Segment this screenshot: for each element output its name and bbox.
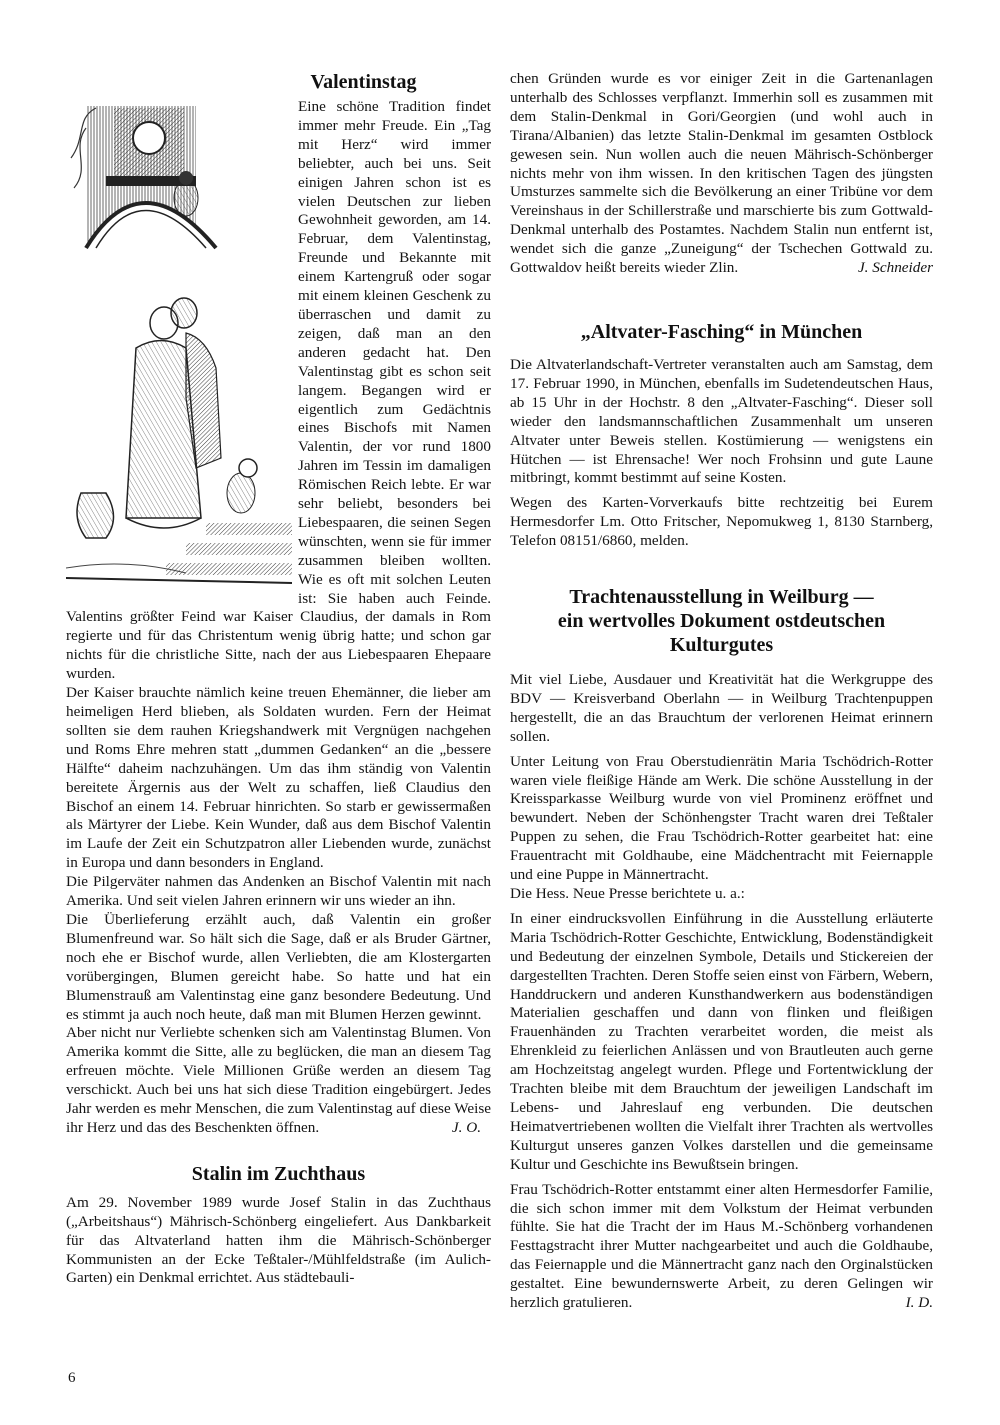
stalin-paragraph-1-left: Am 29. November 1989 wurde Josef Stalin in das Zuchthaus („Arbeitshaus“) Mährisch-Schönberg eingeliefert. Aus Dankbarkeit für das Altvaterland hatten ihm die Mährisch-Schönberger Kommunisten an der Ecke Teßtaler-/Mühlfeldstraße (im Aulich-Garten) ein Denkmal errichtet. Aus städtebauli- xyxy=(66,1193,491,1287)
valentinstag-paragraph-5-text: Aber nicht nur Verliebte schenken sich am Valentinstag Blumen. Von Amerika kommt die Sitte, alle zu beglücken, die man an diesem Tag erfreuen möchte. Viele Millionen Grüße werden an diesem Tag verschickt. Auch bei uns hat sich diese Tradition eingebürgert. Jedes Jahr werden es mehr Menschen, die zum Valentinstag auf diese Weise ihr Herz und das des Beschenkten öffnen. xyxy=(66,1024,491,1136)
fasching-paragraph-1: Die Altvaterlandschaft-Vertreter veranstalten auch am Samstag, dem 17. Februar 1990, in München, ebenfalls im Sudetendeutschen Haus, ab 15 Uhr in der Hochstr. 8 den „Altvater-Fasching“. Dieser soll wieder den landsmannschaftlichen Zusammenhalt um unseren Altvater unter Beweis stellen. Kostümierung — wenigstens ein Hütchen — ist Ehrensache! Wer noch Frohsinn und gute Laune mitbringt, kommt bestimmt auf seine Kosten. xyxy=(510,355,933,487)
trachten-paragraph-3: Die Hess. Neue Presse berichtete u. a.: xyxy=(510,885,745,902)
trachten-paragraph-5-text: Frau Tschödrich-Rotter entstammt einer alten Hermesdorfer Familie, die sich schon immer mit dem Volkstum der Heimat verbunden fühlte. Sie hat die Tracht der im Haus M.-Schönberg vorhandenen Festtagstracht ihrer Mutter nachgearbeitet und auch die Goldhaube, das Feiernapple und die Männertracht ganz nach den Orginalstücken gestaltet. Eine bewundernswerte Arbeit, zu deren Gelingen wir herzlich gratulieren. xyxy=(510,1180,933,1312)
article-valentinstag xyxy=(66,70,491,1138)
valentinstag-signature: J. O. xyxy=(451,1118,481,1136)
article-title xyxy=(510,585,933,657)
trachten-paragraph-4: In einer eindrucksvollen Einführung in die Ausstellung erläuterte Maria Tschödrich-Rotter Geschichte, Entwicklung, Bodenständigkeit und Bedeutung der einzelnen Symbole, Details und Stickereien der dargestellten Trachten. Deren Stoffe seien einst von Färbern, Webern, Handdruckern und anderen Kunsthandwerkern aus bodenständigen Materialien geschaffen und dann von flinken und fleißigen Frauenhänden zu Trachten verarbeitet worden, die meist als Ehrenkleid zu feierlichen Anlässen und von Brautleuten auch gerne am Hochzeitstag angelegt wurden. Pflege und Fortentwicklung der Trachten bleibe mit dem Brauchtum der jeweiligen Landschaft im Lebens- und Jahreslauf eng verbunden. Die deutschen Heimatvertriebenen wollten die Vielfalt ihrer Trachten als wertvolles Kulturgut unseres ganzen Volkes darstellen und die gemeinsame Kultur und Geschichte ins Bewußtsein bringen. xyxy=(510,909,933,1173)
left-column xyxy=(66,70,491,1288)
trachten-paragraph-5 xyxy=(510,1181,933,1313)
stalin-signature: J. Schneider xyxy=(857,259,933,277)
article-stalin xyxy=(66,1162,491,1289)
article-title: Valentinstag xyxy=(310,71,417,93)
stalin-paragraph-1-right xyxy=(510,70,933,278)
trachten-paragraph-2: Unter Leitung von Frau Oberstudienrätin Maria Tschödrich-Rotter waren viele fleißige Hände am Werk. Die schöne Ausstellung in der Kreissparkasse Weilburg wurde von viel Prominenz eröffnet und bewundert. Neben der Schönhengster Tracht waren drei Teßtaler Puppen zu sehen, die Frau Tschödrich-Rotter gearbeitet hat: eine Frauentracht mit Goldhaube, eine Mädchentracht mit Feiernapple und eine Puppe in Männertracht. xyxy=(510,752,933,884)
article-title: Stalin im Zuchthaus xyxy=(191,1162,366,1185)
fasching-paragraph-2: Wegen des Karten-Vorverkaufs bitte rechtzeitig bei Eurem Hermesdorfer Lm. Otto Fritscher, Nepomukweg 1, 8130 Starnberg, Telefon 08151/6860, melden. xyxy=(510,494,933,550)
right-column xyxy=(510,70,933,1313)
valentine-couple-engraving xyxy=(66,98,292,595)
article-stalin-continued xyxy=(510,70,933,278)
article-title: „Altvater-Fasching“ in München xyxy=(580,320,863,343)
engraving-illustration xyxy=(66,98,292,595)
article-fasching xyxy=(510,320,933,551)
valentinstag-paragraph-4: Die Überlieferung erzählt auch, daß Valentin ein großer Blumenfreund war. So hält sich die Sage, daß er als Bruder Gärtner, noch ehe er Bischof wurde, allen Verliebten, die am Klostergarten vorübergingen, Blumen gereicht habe. So hatte und hat ein Blumenstrauß am Valentinstag eine ganz besondere Bedeutung. Und es stimmt ja auch noch heute, daß man mit Blumen Herzen gewinnt. xyxy=(66,910,491,1023)
page-number: 6 xyxy=(68,1370,76,1386)
article-title-line-2: ein wertvolles Dokument ostdeutschen xyxy=(557,610,886,633)
article-title-line-1: Trachtenausstellung in Weilburg — xyxy=(569,586,874,609)
article-trachten xyxy=(510,585,933,1313)
valentinstag-paragraph-3: Die Pilgerväter nahmen das Andenken an Bischof Valentin mit nach Amerika. Und seit vielen Jahren erinnern wir uns wieder an ihn. xyxy=(66,873,491,910)
stalin-paragraph-1-right-text: chen Gründen wurde es vor einiger Zeit in die Gartenanlagen unterhalb des Schlosses verpflanzt. Immerhin soll es zusammen mit dem Stalin-Denkmal in Gori/Georgien (und wohl auch in Tirana/Albanien) das letzte Stalin-Denkmal im gesamten Ostblock gewesen sein. Nun wollen auch die neuen Mährisch-Schönberger nichts mehr von ihm wissen. In den kritischen Tagen des jüngsten Umsturzes sammelte sich die Bevölkerung an einer Tribüne vor dem Vereinshaus in der Schillerstraße und marschierte bis zum Gottwald-Denkmal unterhalb des Postamtes. Nachdem Stalin nun entfernt ist, wendet sich die ganze „Zuneigung“ der Tschechen Gottwald zu. Gottwaldov heißt bereits wieder Zlin. xyxy=(510,70,933,277)
article-title-line-3: Kulturgutes xyxy=(669,634,774,657)
valentinstag-paragraph-1: Eine schöne Tradition findet immer mehr Freude. Ein „Tag mit Herz“ wird immer beliebter, auch bei uns. Seit einigen Jahren schon ist es vielen Deutschen zur lieben Gewohnheit geworden, am 14. Februar, dem Valentinstag, Freunde und Bekannte mit einem Kartengruß oder sogar mit einem kleinen Geschenk zu überraschen und damit zu zeigen, daß man an den anderen gedacht hat. Den Valentinstag gibt es schon seit langem. Begangen wird er eigentlich zum Gedächtnis eines Bischofs mit Namen Valentin, der vor rund 1800 Jahren im Tessin im damaligen Römischen Reich lebte. Er war sehr beliebt, besonders bei Liebespaaren, die seinen Segen wünschten, wenn sie für immer zusammen bleiben wollten. Wie es oft mit solchen Leuten ist: Sie haben auch Feinde. Valentins größter Feind war Kaiser Claudius, der damals in Rom regierte und für das Christentum wenig übrig hatte; und schon gar nichts für die christliche Sitte, nach der aus Liebespaaren Ehepaare wurden. xyxy=(66,98,491,683)
valentinstag-paragraph-2: Der Kaiser brauchte nämlich keine treuen Ehemänner, die lieber am heimeligen Herd blieben, als Soldaten wurden. Fern der Heimat sollten sie dem rauhen Kriegshandwerk mit Vergnügen nachgehen und Roms Ehre mehren statt „dummen Gedanken“ an die „bessere Hälfte“ daheim nachzuhängen. Um das ihm ständig von Valentin bereitete Ärgernis aus der Welt zu schaffen, ließ Claudius den Bischof an einem 14. Februar hinrichten. So starb er gewissermaßen als Märtyrer der Liebe. Kein Wunder, daß aus dem Bischof Valentin im Laufe der Zeit ein Schutzpatron aller Liebenden wurde, zunächst in Europa und dann besonders in England. xyxy=(66,684,491,872)
trachten-paragraph-1: Mit viel Liebe, Ausdauer und Kreativität hat die Werkgruppe des BDV — Kreisverband Oberlahn — in Weilburg Trachtenpuppen hergestellt, die an das Brauchtum der verlorenen Heimat erinnern sollen. xyxy=(510,671,933,745)
valentinstag-paragraph-5 xyxy=(66,1024,491,1137)
trachten-signature: I. D. xyxy=(905,1294,933,1312)
